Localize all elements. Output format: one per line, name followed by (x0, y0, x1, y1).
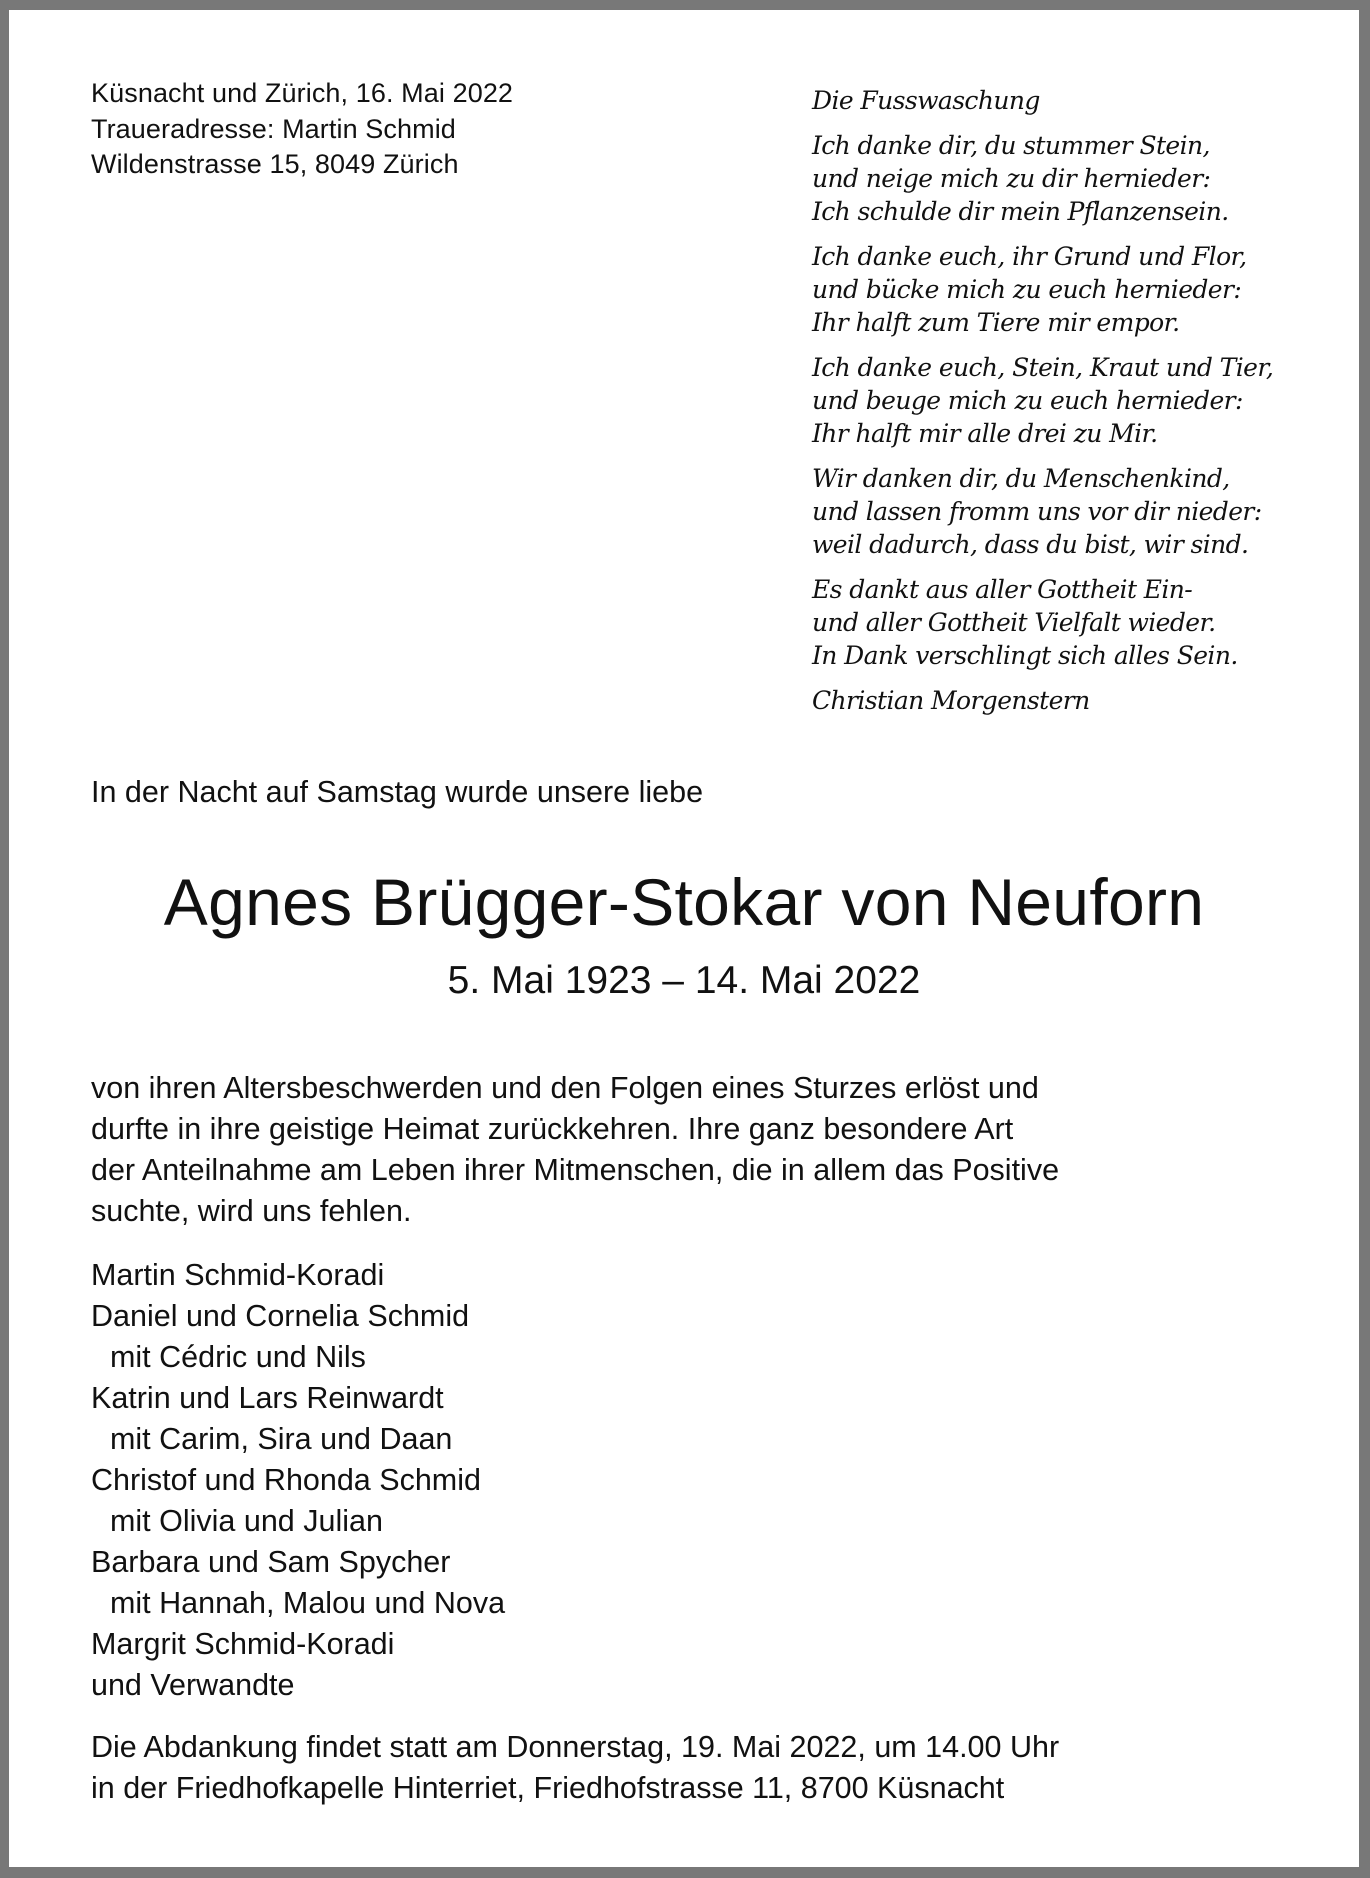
announcement-intro: In der Nacht auf Samstag wurde unsere liebe (91, 775, 704, 809)
mourner-entry: Daniel und Cornelia Schmid (91, 1299, 470, 1333)
announcement-body (91, 1068, 1059, 1232)
poem-line: Wir danken dir, du Menschenkind, (812, 464, 1230, 493)
body-line: suchte, wird uns fehlen. (91, 1194, 412, 1228)
obituary-page (9, 10, 1359, 1867)
service-line-location: in der Friedhofkapelle Hinterriet, Friedhofstrasse 11, 8700 Küsnacht (91, 1771, 1005, 1805)
poem-line: Ihr halft mir alle drei zu Mir. (812, 419, 1158, 448)
poem-line: und aller Gottheit Vielfalt wieder. (812, 608, 1216, 637)
poem-line: Es dankt aus aller Gottheit Ein- (812, 575, 1193, 604)
mourner-entry: Christof und Rhonda Schmid (91, 1463, 481, 1497)
poem-line: und beuge mich zu euch hernieder: (812, 386, 1243, 415)
service-line-date: Die Abdankung findet statt am Donnerstag, 19. Mai 2022, um 14.00 Uhr (91, 1730, 1060, 1764)
poem-line: und bücke mich zu euch hernieder: (812, 275, 1242, 304)
poem-line: Ich danke euch, Stein, Kraut und Tier, (812, 353, 1274, 382)
poem-stanza (812, 240, 1273, 339)
poem-stanza (812, 462, 1273, 561)
poem (812, 84, 1273, 717)
body-line: der Anteilnahme am Leben ihrer Mitmenschen, die in allem das Positive (91, 1153, 1060, 1187)
mourner-children: mit Olivia und Julian (110, 1504, 383, 1538)
poem-line: Ich danke euch, ihr Grund und Flor, (812, 242, 1247, 271)
mourning-address (91, 76, 513, 183)
body-line: von ihren Altersbeschwerden und den Folgen eines Sturzes erlöst und (91, 1071, 1039, 1105)
poem-line: In Dank verschlingt sich alles Sein. (812, 641, 1238, 670)
poem-line: Ich danke dir, du stummer Stein, (812, 131, 1210, 160)
poem-line: und lassen fromm uns vor dir nieder: (812, 497, 1262, 526)
mourner-entry: Martin Schmid-Koradi (91, 1258, 385, 1292)
poem-stanza (812, 351, 1273, 450)
address-line-contact: Traueradresse: Martin Schmid (91, 113, 456, 144)
mourners-list (91, 1255, 505, 1706)
funeral-service-info (91, 1727, 1059, 1809)
poem-title: Die Fusswaschung (812, 86, 1040, 115)
deceased-name: Agnes Brügger-Stokar von Neuforn (163, 865, 1205, 939)
poem-line: Ihr halft zum Tiere mir empor. (812, 308, 1180, 337)
life-dates: 5. Mai 1923 – 14. Mai 2022 (447, 959, 921, 1002)
mourner-entry: und Verwandte (91, 1668, 295, 1702)
body-line: durfte in ihre geistige Heimat zurückkehren. Ihre ganz besondere Art (91, 1112, 1014, 1146)
mourner-children: mit Cédric und Nils (110, 1340, 366, 1374)
address-line-place-date: Küsnacht und Zürich, 16. Mai 2022 (91, 78, 514, 108)
mourner-entry: Katrin und Lars Reinwardt (91, 1381, 444, 1415)
poem-author: Christian Morgenstern (812, 686, 1090, 715)
mourner-entry: Barbara und Sam Spycher (91, 1545, 451, 1579)
poem-line: Ich schulde dir mein Pflanzensein. (812, 197, 1229, 226)
poem-stanza (812, 129, 1273, 228)
mourner-children: mit Carim, Sira und Daan (110, 1422, 453, 1456)
poem-line: und neige mich zu dir hernieder: (812, 164, 1211, 193)
poem-stanza (812, 573, 1273, 672)
poem-line: weil dadurch, dass du bist, wir sind. (812, 530, 1249, 559)
mourner-children: mit Hannah, Malou und Nova (110, 1586, 506, 1620)
address-line-street: Wildenstrasse 15, 8049 Zürich (91, 149, 459, 179)
mourner-entry: Margrit Schmid-Koradi (91, 1627, 395, 1661)
